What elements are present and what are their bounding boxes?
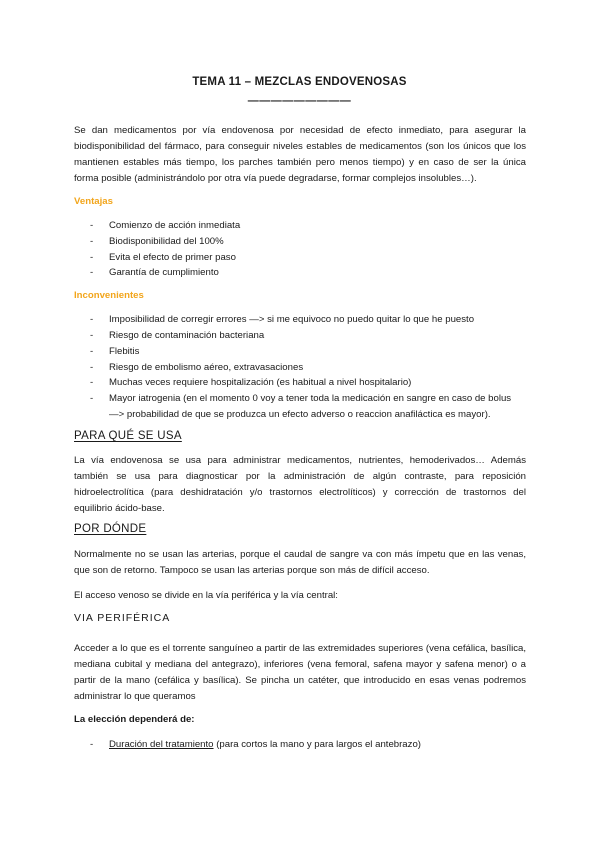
paragraph-line: Normalmente no se usan las arterias, porque el caudal de sangre va con más ímpetu que en las venas, <box>74 549 526 560</box>
list-item-text: Evita el efecto de primer paso <box>109 252 236 263</box>
list-item-text: Flebitis <box>109 346 140 357</box>
list-item-text: (para cortos la mano y para largos el antebrazo) <box>213 739 421 750</box>
list-item-text: Comienzo de acción inmediata <box>109 220 241 231</box>
por-donde-heading: POR DÓNDE <box>74 523 147 535</box>
inconvenientes-heading: Inconvenientes <box>74 290 144 301</box>
list-item-text: Garantía de cumplimiento <box>109 267 219 278</box>
list-item-text: Riesgo de contaminación bacteriana <box>109 330 265 341</box>
paragraph-line: hidroelectrolítica (para deshidratación y/o trastornos electrolíticos) y corrección de trastornos del <box>74 487 526 498</box>
list-item-emphasis: Duración del tratamiento <box>109 739 214 750</box>
via-periferica-heading: VIA PERIFÉRICA <box>74 612 171 624</box>
list-item-text: Mayor iatrogenia (en el momento 0 voy a tener toda la medicación en sangre en caso de bolus <box>109 393 512 404</box>
list-item-text: Riesgo de embolismo aéreo, extravasaciones <box>109 362 304 373</box>
paragraph-line: partir de la mano (cefálica y basílica). Se pincha un catéter, que introducido en esas venas podremos <box>74 675 526 686</box>
document-title: TEMA 11 – MEZCLAS ENDOVENOSAS <box>192 76 407 88</box>
paragraph-line: La vía endovenosa se usa para administrar medicamentos, nutrientes, hemoderivados… Además <box>74 455 526 466</box>
paragraph-line: administrar lo que queramos <box>74 691 196 702</box>
list-item-text: Muchas veces requiere hospitalización (es habitual a nivel hospitalario) <box>109 377 412 388</box>
list-item-text: —> probabilidad de que se produzca un efecto adverso o reaccion anafiláctica es mayor). <box>109 409 491 420</box>
document-page: TEMA 11 – MEZCLAS ENDOVENOSAS ————————— Se dan medicamentos por vía endovenosa por necesidad de efecto inmediato, para asegurar la biodisponibilidad del fármaco, para conseguir niveles estables de medicamentos (son los únicos que los mantienen estables más tiempo, los parches también pero menos tiempo) y en caso de ser la única forma posible (administrándolo por otra vía puede degradarse, formar complejos insolubles…). Ventajas - Comienzo de acción inmediata - Biodisponibilidad del 100% - Evita el efecto de primer paso - Garantía de cumplimiento Inconvenientes - Imposibilidad de corregir errores —> si me equivoco no puedo quitar lo que he puesto - Riesgo de contaminación bacteriana - Flebitis - Riesgo de embolismo aéreo, extravasaciones - Muchas veces requiere hospitalización (es habitual a nivel hospitalario) - Mayor iatrogenia (en el momento 0 voy a tener toda la medicación en sangre en caso de bolus —> probabilidad de que se produzca un efecto adverso o reaccion anafiláctica es mayor). PARA QUÉ SE USA La vía endovenosa se usa para administrar medicamentos, nutrientes, hemoderivados… Además también se usa para diagnosticar por la administración de algún contraste, para reposición hidroelectrolítica (para deshidratación y/o trastornos electrolíticos) y corrección de trastornos del equilibrio ácido-base. POR DÓNDE Normalmente no se usan las arterias, porque el caudal de sangre va con más ímpetu que en las venas, que son de retorno. Tampoco se usan las arterias porque son más de difícil acceso. El acceso venoso se divide en la vía periférica y la vía central: VIA PERIFÉRICA Acceder a lo que es el torrente sanguíneo a partir de las extremidades superiores (vena cefálica, basílica, mediana cubital y mediana del antegrazo), inferiores (vena femoral, safena mayor y safena menor) o a partir de la mano (cefálica y basílica). Se pincha un catéter, que introducido en esas venas podremos administrar lo que queramos La elección dependerá de: - Duración del tratamiento (para cortos la mano y para largos el antebrazo) <box>0 0 599 848</box>
para-que-heading: PARA QUÉ SE USA <box>74 430 182 442</box>
list-item-text: Biodisponibilidad del 100% <box>109 236 224 247</box>
paragraph-line: El acceso venoso se divide en la vía periférica y la vía central: <box>74 590 338 601</box>
paragraph-line: que son de retorno. Tampoco se usan las arterias porque son más de difícil acceso. <box>74 565 430 576</box>
paragraph-line: Acceder a lo que es el torrente sanguíneo a partir de las extremidades superiores (vena cefálica, basílica, <box>74 643 526 654</box>
paragraph-line: mediana cubital y mediana del antegrazo), inferiores (vena femoral, safena mayor y safena menor) o a <box>74 659 526 670</box>
ventajas-heading: Ventajas <box>74 196 113 207</box>
paragraph-line: también se usa para diagnosticar por la administración de algún contraste, para reposición <box>74 471 526 482</box>
paragraph-line: equilibrio ácido-base. <box>74 503 165 514</box>
intro-line: Se dan medicamentos por vía endovenosa por necesidad de efecto inmediato, para asegurar la <box>74 125 526 136</box>
intro-line: mantienen estables más tiempo, los parches también pero menos tiempo) y en caso de ser la única <box>74 157 526 168</box>
intro-line: biodisponibilidad del fármaco, para conseguir niveles estables de medicamentos (son los únicos que los <box>74 141 526 152</box>
eleccion-heading: La elección dependerá de: <box>74 714 195 725</box>
list-item-text: Imposibilidad de corregir errores —> si me equivoco no puedo quitar lo que he puesto <box>109 314 475 325</box>
title-rule: ————————— <box>247 95 352 107</box>
intro-line: forma posible (administrándolo por otra vía puede degradarse, formar complejos insolubles…). <box>74 173 477 184</box>
